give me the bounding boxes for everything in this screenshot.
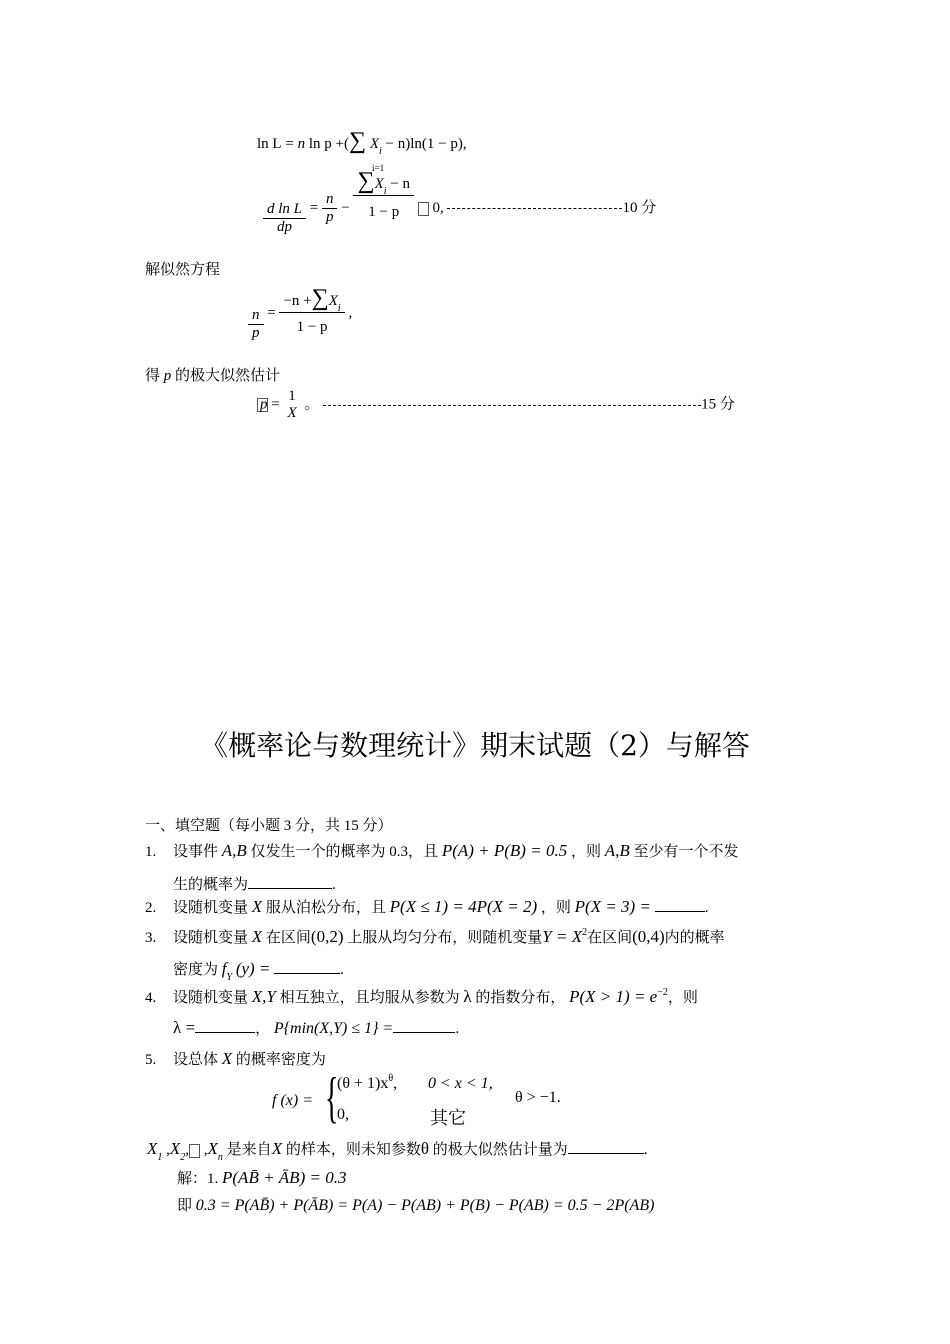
likelihood-equation-2: $\frac{n}{p}$ = $\frac{-n +\sum X_i}{1 - p}$ , bbox=[248, 285, 352, 342]
question-1-line-2: 生的概率为 . bbox=[173, 873, 336, 894]
answer-line-2: 即 0.3 = P(AB̄) + P(ĀB) = P(A) − P(AB) + P(B) − P(AB) = 0.5 − 2P(AB) bbox=[177, 1197, 655, 1214]
dlnL-dp-fraction: $\frac{\text{d ln L}}{dp}$ bbox=[263, 201, 306, 236]
estimate-equation: p = 1 X 。 15 分 bbox=[257, 388, 735, 422]
answer-blank-1[interactable] bbox=[248, 874, 332, 889]
score-10: 10 分 bbox=[622, 200, 657, 216]
question-2: 2. 设随机变量 X 服从泊松分布，且 P(X ≤ 1) = 4P(X = 2) ，则 P(X = 3) = . bbox=[145, 897, 709, 916]
case-2: 0, bbox=[337, 1106, 349, 1123]
question-5: 5. 设总体 X 的概率密度为 bbox=[145, 1049, 326, 1068]
get-estimate-label: 得 p 的极大似然估计 bbox=[145, 368, 281, 384]
loglik-equation: ln L = n ln p +(∑ $X_i - n)\ln(1 - p)$, bbox=[257, 128, 467, 157]
loglik-lhs: ln L bbox=[257, 136, 282, 152]
answer-blank-4a[interactable] bbox=[195, 1018, 255, 1033]
n-over-p-fraction: $\frac{n}{p}$ bbox=[322, 191, 338, 226]
cases-brace: { bbox=[325, 1067, 339, 1129]
dashed-leader bbox=[447, 208, 622, 209]
dashed-leader-2 bbox=[323, 405, 701, 406]
sum-symbol: ∑ bbox=[348, 128, 367, 154]
answer-blank-4b[interactable] bbox=[393, 1018, 455, 1033]
theta-condition: θ > −1. bbox=[515, 1089, 561, 1106]
case-1-condition: 0 < x < 1, bbox=[428, 1075, 493, 1092]
answer-blank-2[interactable] bbox=[655, 897, 705, 912]
sum-fraction-2: $\frac{-n +\sum X_i}{1 - p}$ bbox=[279, 291, 344, 336]
density-lhs: f (x) = bbox=[272, 1092, 313, 1109]
sum-fraction: $\frac{\sum X_i - n}{1 - p}$ bbox=[353, 176, 414, 221]
answer-blank-3[interactable] bbox=[274, 959, 340, 974]
score-15: 15 分 bbox=[701, 396, 735, 413]
section-heading: 一、填空题（每小题 3 分，共 15 分） bbox=[145, 818, 393, 834]
question-3: 3. 设随机变量 X 在区间(0,2) 上服从均匀分布，则随机变量$Y = X^2$在区间(0,4)内的概率 bbox=[145, 927, 725, 946]
question-5-line-2: $X_1$ $,X_2$, $,X_n$ 是来自X 的样本，则未知参数θ 的极大似然估计量为 . bbox=[147, 1139, 648, 1163]
question-3-line-2: 密度为 $f_Y$ (y) = . bbox=[173, 959, 344, 983]
question-1: 1. 设事件 A,B 仅发生一个的概率为 0.3，且 P(A) + P(B) = 0.5 ，则 A,B 至少有一个不发 bbox=[145, 841, 739, 860]
ellipsis-placeholder-icon bbox=[189, 1144, 200, 1158]
derivative-equation: $\frac{\text{d ln L}}{dp}$ = $\frac{n}{p}$ − $\frac{\sum X_i - n}{1 - p}$ 0, 10 分 bbox=[263, 176, 656, 246]
sum-limit-top: i=1 bbox=[372, 163, 385, 173]
exam-title: 《概率论与数理统计》期末试题（2）与解答 bbox=[200, 729, 750, 762]
one-over-X-fraction: 1 X bbox=[287, 388, 297, 421]
answer-line-1: 解：1. P(AB̄ + ĀB) = 0.3 bbox=[177, 1168, 347, 1187]
answer-blank-5[interactable] bbox=[568, 1139, 644, 1154]
case-1: $(\theta + 1)x^\theta$, bbox=[337, 1073, 398, 1092]
question-4-line-2: λ = ， P{min(X,Y) ≤ 1} = . bbox=[173, 1018, 460, 1037]
case-2-condition: 其它 bbox=[430, 1108, 466, 1128]
question-4: 4. 设随机变量 X,Y 相互独立，且均服从参数为 λ 的指数分布， $P(X > 1) = e^{-2}$，则 bbox=[145, 987, 698, 1006]
placeholder-box-icon bbox=[418, 202, 429, 216]
solve-label: 解似然方程 bbox=[145, 262, 221, 278]
n-over-p-fraction-2: $\frac{n}{p}$ bbox=[248, 307, 264, 342]
